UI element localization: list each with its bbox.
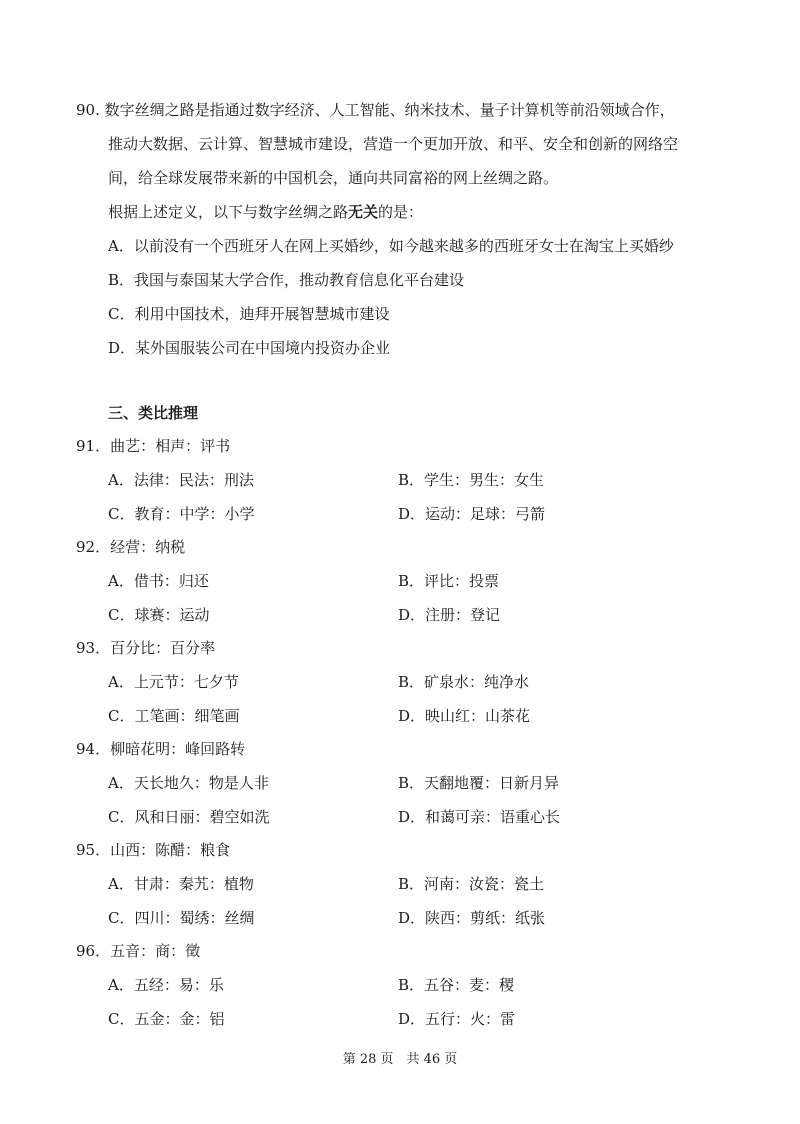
q95-option-a: A．甘肃：秦艽：植物 — [108, 875, 254, 893]
q93-option-d: D．映山红：山茶花 — [398, 707, 531, 725]
q94-option-c: C．风和日丽：碧空如洗 — [108, 808, 270, 826]
q95-option-d: D．陕西：剪纸：纸张 — [398, 909, 546, 927]
q93-option-b: B．矿泉水：纯净水 — [398, 673, 530, 691]
q91-option-c: C．教育：中学：小学 — [108, 505, 255, 523]
q90-option-d: D．某外国服装公司在中国境内投资办企业 — [108, 339, 391, 357]
q92-stem: 92．经营：纳税 — [76, 538, 186, 556]
q90-stem-line-1: 90. 数字丝绸之路是指通过数字经济、人工智能、纳米技术、量子计算机等前沿领域合作， — [76, 101, 675, 119]
q92-option-a: A．借书：归还 — [108, 572, 209, 590]
q94-option-a: A．天长地久：物是人非 — [108, 774, 269, 792]
q91-stem: 91．曲艺：相声：评书 — [76, 437, 231, 455]
q93-stem: 93．百分比：百分率 — [76, 639, 216, 657]
q90-prompt-emphasis: 无关 — [348, 203, 379, 221]
q94-option-b: B．天翻地覆：日新月异 — [398, 774, 560, 792]
q96-option-a: A．五经：易：乐 — [108, 976, 224, 994]
q96-stem: 96．五音：商：徵 — [76, 942, 201, 960]
q91-option-d: D．运动：足球：弓箭 — [398, 505, 546, 523]
q90-option-c: C．利用中国技术，迪拜开展智慧城市建设 — [108, 305, 390, 323]
q90-prompt-post: 的是： — [378, 203, 424, 221]
q94-option-d: D．和蔼可亲：语重心长 — [398, 808, 561, 826]
q92-option-d: D．注册：登记 — [398, 606, 501, 624]
q90-prompt — [108, 202, 423, 222]
q96-option-d: D．五行：火：雷 — [398, 1010, 516, 1028]
q90-stem-line-2: 推动大数据、云计算、智慧城市建设，营造一个更加开放、和平、安全和创新的网络空 — [108, 135, 679, 153]
q94-stem: 94．柳暗花明：峰回路转 — [76, 740, 246, 758]
q93-option-a: A．上元节：七夕节 — [108, 673, 239, 691]
q95-stem: 95．山西：陈醋：粮食 — [76, 841, 231, 859]
q95-option-b: B．河南：汝瓷：瓷土 — [398, 875, 545, 893]
q92-option-b: B．评比：投票 — [398, 572, 500, 590]
q90-stem-line-3: 间，给全球发展带来新的中国机会，通向共同富裕的网上丝绸之路。 — [108, 169, 559, 187]
q95-option-c: C．四川：蜀绣：丝绸 — [108, 909, 255, 927]
q90-option-b: B．我国与泰国某大学合作，推动教育信息化平台建设 — [108, 271, 465, 289]
q96-option-c: C．五金：金：铝 — [108, 1010, 225, 1028]
q92-option-c: C．球赛：运动 — [108, 606, 210, 624]
q93-option-c: C．工笔画：细笔画 — [108, 707, 240, 725]
section-title: 三、类比推理 — [108, 404, 199, 422]
q91-option-a: A．法律：民法：刑法 — [108, 471, 254, 489]
q90-prompt-pre: 根据上述定义，以下与数字丝绸之路 — [108, 203, 349, 221]
q90-option-a: A．以前没有一个西班牙人在网上买婚纱，如今越来越多的西班牙女士在淘宝上买婚纱 — [108, 237, 674, 255]
q91-option-b: B．学生：男生：女生 — [398, 471, 545, 489]
page-number-footer: 第 28 页 共 46 页 — [342, 1052, 458, 1067]
q96-option-b: B．五谷：麦：稷 — [398, 976, 515, 994]
